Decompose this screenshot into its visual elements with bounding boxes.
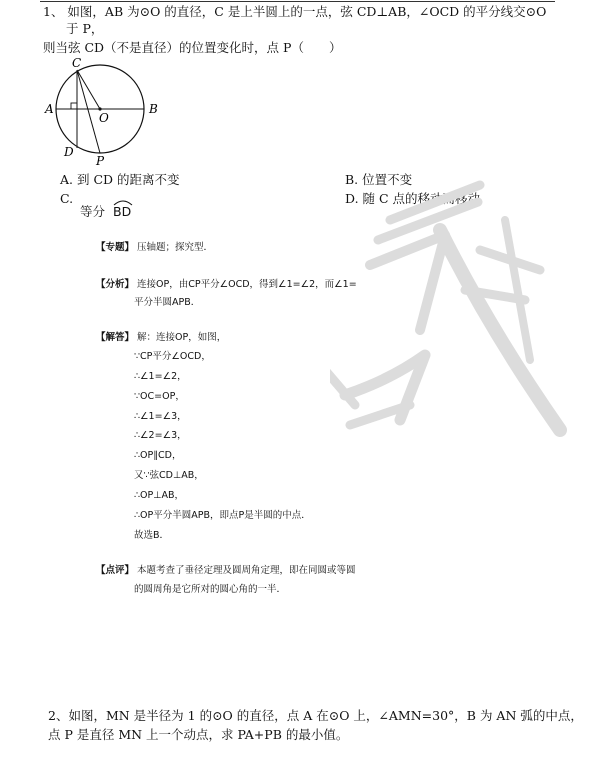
label-b: B <box>149 102 158 116</box>
segment-co <box>77 70 100 109</box>
top-rule <box>40 1 555 2</box>
comment-line1 <box>96 564 356 578</box>
arc-bd-label: BD <box>113 204 132 219</box>
answer-step-8: ∴OP⊥AB， <box>134 490 185 501</box>
q1-line1: 1、 如图，AB 为⊙O 的直径，C 是上半圆上的一点，弦 CD⊥AB，∠OCD 的平分线交⊙O <box>43 4 547 19</box>
q2-line1: 2、如图，MN 是半径为 1 的⊙O 的直径，点 A 在⊙O 上，∠AMN=30°，B 为 AN 弧的中点， <box>48 708 583 723</box>
topic-tag: 【专题】 <box>96 242 135 253</box>
answer-step-5: ∴∠2=∠3， <box>134 430 187 441</box>
answer-line0 <box>96 331 226 345</box>
option-c-label: 等分 <box>80 204 106 219</box>
option-c-text <box>80 204 131 220</box>
analysis-text-1: 连接OP，由CP平分∠OCD，得到∠1=∠2，而∠1= <box>137 279 357 290</box>
answer-step-6: ∴OP∥CD， <box>134 450 182 461</box>
circle-figure <box>42 56 162 168</box>
comment-text-1: 本题考查了垂径定理及圆周角定理，即在同圆或等圆 <box>137 565 356 576</box>
option-a: A. 到 CD 的距离不变 <box>60 172 180 187</box>
q1-line2: 于 P， <box>66 21 104 36</box>
label-c: C <box>72 56 82 70</box>
option-d: D. 随 C 点的移动而移动 <box>345 191 481 206</box>
answer-step-7: 又∵弦CD⊥AB， <box>134 470 204 481</box>
comment-tag: 【点评】 <box>96 565 135 576</box>
answer-step-3: ∵OC=OP， <box>134 391 185 402</box>
answer-step-9: ∴OP平分半圆APB，即点P是半圆的中点． <box>134 510 311 521</box>
option-b: B. 位置不变 <box>345 172 413 187</box>
topic-text: 压轴题；探究型． <box>137 242 214 253</box>
watermark-graphic <box>330 180 600 510</box>
option-c-arc <box>113 204 131 220</box>
option-c: C. <box>60 191 74 206</box>
analysis-line1 <box>96 278 357 292</box>
answer-step-10: 故选B． <box>134 530 170 541</box>
q1-line3: 则当弦 CD（不是直径）的位置变化时，点 P（ ） <box>43 40 342 55</box>
comment-line2: 的圆周角是它所对的圆心角的一半． <box>134 584 287 595</box>
answer-step-2: ∴∠1=∠2， <box>134 371 187 382</box>
label-p: P <box>96 154 105 168</box>
analysis-line2: 平分半圆APB． <box>134 297 201 308</box>
segment-cp <box>77 70 100 153</box>
topic-line <box>96 241 213 255</box>
arc-symbol <box>113 198 133 206</box>
q2-line2: 点 P 是直径 MN 上一个动点，求 PA+PB 的最小值。 <box>48 727 349 742</box>
analysis-tag: 【分析】 <box>96 279 135 290</box>
answer-step-4: ∴∠1=∠3， <box>134 411 187 422</box>
label-d: D <box>64 145 74 159</box>
label-a: A <box>45 102 54 116</box>
answer-step-1: ∵CP平分∠OCD， <box>134 351 211 362</box>
answer-tag: 【解答】 <box>96 332 135 343</box>
answer-step-0: 解：连接OP，如图， <box>137 332 227 343</box>
right-angle-mark <box>71 103 77 109</box>
label-o: O <box>99 111 109 125</box>
